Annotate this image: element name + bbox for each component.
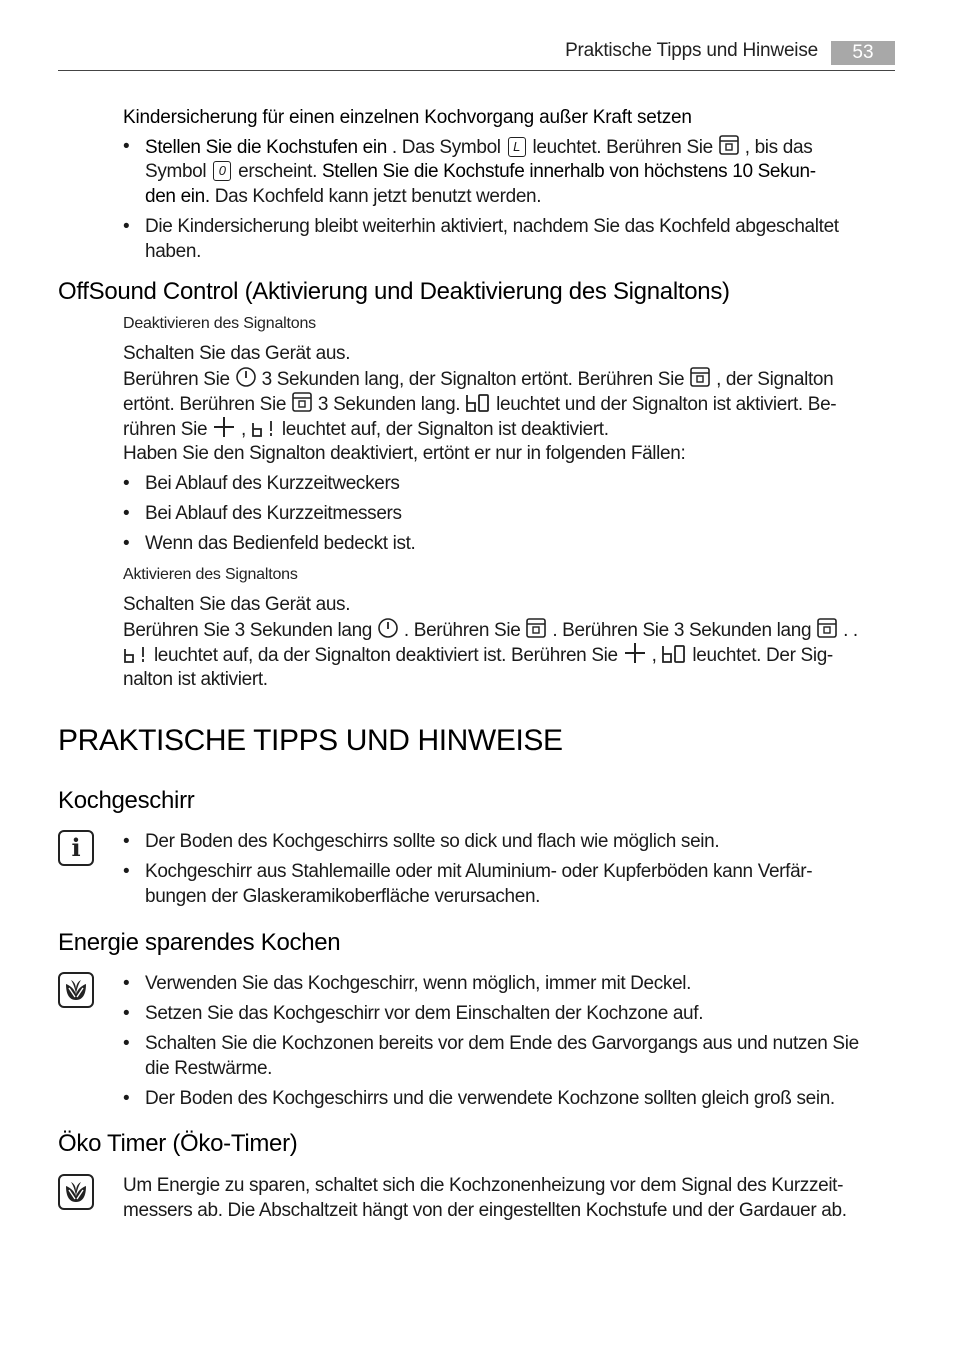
energie-heading: Energie sparendes Kochen xyxy=(58,929,341,956)
running-header: Praktische Tipps und Hinweise xyxy=(565,40,818,61)
akt-line-2: Berühren Sie 3 Sekunden lang . Berühren Sie . Berühren Sie 3 Sekunden lang . . xyxy=(123,617,858,643)
kochgeschirr-tip-2-line-2: bungen der Glaskeramikoberfläche verursachen. xyxy=(145,886,541,907)
case-item: Bei Ablauf des Kurzzeitweckers xyxy=(145,473,400,494)
bullet-dot: • xyxy=(123,473,130,494)
case-item: Bei Ablauf des Kurzzeitmessers xyxy=(145,503,402,524)
akt-line-3: leuchtet auf, da der Signalton deaktiviert ist. Berühren Sie , leuchtet. Der Sig- xyxy=(123,642,833,668)
bullet-dot: • xyxy=(123,136,130,157)
power-icon xyxy=(377,617,399,639)
energie-tip-2: Setzen Sie das Kochgeschirr vor dem Einschalten der Kochzone auf. xyxy=(145,1003,704,1024)
kindersicherung-note-line-1: Die Kindersicherung bleibt weiterhin aktiviert, nachdem Sie das Kochfeld abgeschaltet xyxy=(145,216,839,237)
b0-display-icon xyxy=(465,393,491,413)
power-icon xyxy=(235,366,257,388)
bullet-dot: • xyxy=(123,973,130,994)
deakt-line-5: Haben Sie den Signalton deaktiviert, ertönt er nur in folgenden Fällen: xyxy=(123,443,686,464)
oeko-timer-heading: Öko Timer (Öko-Timer) xyxy=(58,1130,298,1157)
kindersicherung-subhead: Kindersicherung für einen einzelnen Kochvorgang außer Kraft setzen xyxy=(123,107,692,128)
header-rule xyxy=(58,70,895,71)
plus-icon xyxy=(623,642,647,664)
bullet-dot: • xyxy=(123,533,130,554)
plus-icon xyxy=(212,416,236,438)
deaktivieren-label: Deaktivieren des Signaltons xyxy=(123,315,316,332)
bullet-dot: • xyxy=(123,503,130,524)
kochgeschirr-tip-1: Der Boden des Kochgeschirrs sollte so dick und flach wie möglich sein. xyxy=(145,831,720,852)
oeko-timer-text-line-2: messers ab. Die Abschaltzeit hängt von der eingestellten Kochstufe und der Gardauer ab. xyxy=(123,1200,847,1221)
chapter-title: PRAKTISCHE TIPPS UND HINWEISE xyxy=(58,724,563,757)
deakt-line-4: rühren Sie , leuchtet auf, der Signalton ist deaktiviert. xyxy=(123,416,609,442)
lock-icon xyxy=(816,617,838,639)
energie-tip-3-line-1: Schalten Sie die Kochzonen bereits vor dem Ende des Garvorgangs aus und nutzen Sie xyxy=(145,1033,859,1054)
bullet-dot: • xyxy=(123,1088,130,1109)
kochgeschirr-heading: Kochgeschirr xyxy=(58,787,195,814)
akt-line-1: Schalten Sie das Gerät aus. xyxy=(123,594,351,615)
b-off-display-icon xyxy=(251,418,277,438)
energie-tip-4: Der Boden des Kochgeschirrs und die verwendete Kochzone sollten gleich groß sein. xyxy=(145,1088,835,1109)
info-icon: i xyxy=(58,830,94,866)
kochgeschirr-tip-2-line-1: Kochgeschirr aus Stahlemaille oder mit Aluminium- oder Kupferböden kann Verfär- xyxy=(145,861,813,882)
bullet-dot: • xyxy=(123,831,130,852)
kindersicherung-step-1: Stellen Sie die Kochstufen ein . Das Symbol L leuchtet. Berühren Sie , bis das xyxy=(145,134,812,160)
kindersicherung-step-1-end: den ein. Das Kochfeld kann jetzt benutzt werden. xyxy=(145,186,542,207)
deakt-line-3: ertönt. Berühren Sie 3 Sekunden lang. leuchtet und der Signalton ist aktiviert. Be- xyxy=(123,391,836,417)
bullet-dot: • xyxy=(123,1033,130,1054)
bullet-dot: • xyxy=(123,1003,130,1024)
deakt-line-1: Schalten Sie das Gerät aus. xyxy=(123,343,351,364)
lock-symbol-display-icon: L xyxy=(508,137,526,157)
offsound-heading: OffSound Control (Aktivierung und Deaktivierung des Signaltons) xyxy=(58,278,730,305)
akt-line-4: nalton ist aktiviert. xyxy=(123,669,268,690)
environment-icon xyxy=(58,972,94,1008)
b-off-display-icon xyxy=(123,644,149,664)
deakt-line-2: Berühren Sie 3 Sekunden lang, der Signalton ertönt. Berühren Sie , der Signalton xyxy=(123,366,833,392)
lock-icon xyxy=(689,366,711,388)
case-item: Wenn das Bedienfeld bedeckt ist. xyxy=(145,533,416,554)
bullet-dot: • xyxy=(123,216,130,237)
kindersicherung-step-1-cont: Symbol 0 erscheint. Stellen Sie die Kochstufe innerhalb von höchstens 10 Sekun- xyxy=(145,161,816,182)
energie-tip-1: Verwenden Sie das Kochgeschirr, wenn möglich, immer mit Deckel. xyxy=(145,973,692,994)
aktivieren-label: Aktivieren des Signaltons xyxy=(123,566,298,583)
lock-icon xyxy=(718,134,740,156)
b0-display-icon xyxy=(661,644,687,664)
zero-symbol-display-icon: 0 xyxy=(213,161,231,181)
oeko-timer-text-line-1: Um Energie zu sparen, schaltet sich die Kochzonenheizung vor dem Signal des Kurzzeit- xyxy=(123,1175,844,1196)
lock-icon xyxy=(291,391,313,413)
lock-icon xyxy=(525,617,547,639)
energie-tip-3-line-2: die Restwärme. xyxy=(145,1058,273,1079)
bullet-dot: • xyxy=(123,861,130,882)
page-number: 53 xyxy=(831,41,895,65)
environment-icon xyxy=(58,1174,94,1210)
kindersicherung-note-line-2: haben. xyxy=(145,241,202,262)
